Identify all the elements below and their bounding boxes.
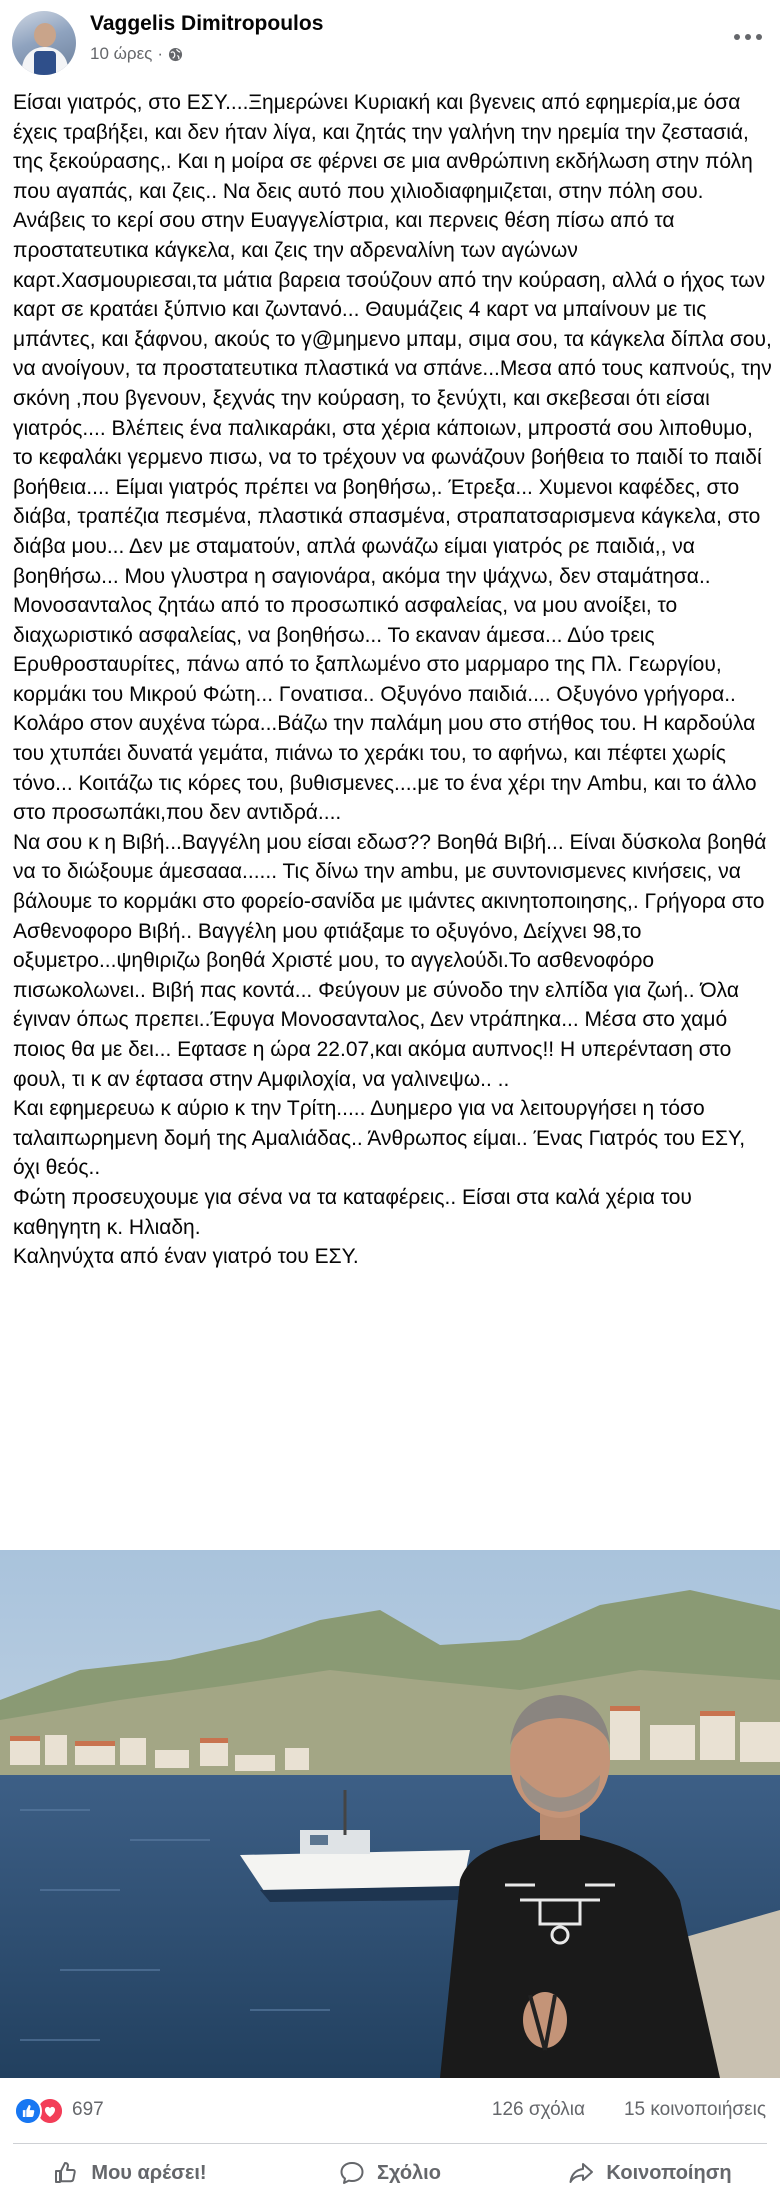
post-meta — [90, 44, 183, 64]
post-paragraph: Είσαι γιατρός, στο ΕΣΥ....Ξημερώνει Κυριακή και βγενεις από εφημερία,με όσα έχεις τραβήξει, και δεν ήταν λίγα, και ζητάς την γαλήνη την ηρεμία την ζεστασιά, της ξεκούρασης,. Και η μοίρα σε φέρνει σε μια ανθρώπινη εκδήλωση στην πόλη που αγαπάς, και ζεις.. Να δεις αυτό που χιλιοδιαφημιζεται, στην πόλη σου. Ανάβεις το κερί σου στην Ευαγγελίστρια, και περνεις θέση πίσω από τα προστατευτικα κάγκελα, και ζεις την αδρεναλίνη των αγώνων καρτ.Χασμουριεσαι,τα μάτια βαρεια τσούζουν από την κούραση, αλλά ο ήχος των καρτ σε κρατάει ξύπνιο και ζωντανό... Θαυμάζεις 4 καρτ να μπαίνουν με τις μπάντες, και ξάφνου, ακούς το γ@μημενο μπαμ, σιμα σου, τα κάγκελα δίπλα σου, να ανοίγουν, τα προστατευτικα πλαστικά να σπάνε...Μεσα από τους καπνούς, την σκόνη ,που βγενουν, ξεχνάς την κούραση, το ξενύχτι, και σκεβεσαι ότι είσαι γιατρός.... Βλέπεις ένα παλικαράκι, στα χέρια κάποιων, μπροστά σου λιποθυμο, το κεφαλάκι γερμενο πισω, να το τρέχουν να φωνάζουν βοήθεια το παιδί το παιδί βοήθεια.... Είμαι γιατρός πρέπει να βοηθήσω,. Έτρεξα... Χυμενοι καφέδες, στο διάβα, τραπέζια πεσμένα, πλαστικά σπασμένα, στραπατσαρισμενα κάγκελα, στο διάβα μου... Δεν με σταματούν, απλά φωνάζω είμαι γιατρός ρε παιδιά,, να βοηθήσω... Μου γλυστρα η σαγιονάρα, ακόμα την ψάχνω, δεν σταμάτησα.. Μονοσανταλος ζητάω από το προσωπικό ασφαλείας, να μου ανοίξει, το διαχωριστικό ασφαλείας, να βοηθήσω... Το εκαναν άμεσα... Δύο τρεις Ερυθροσταυρίτες, πάνω από το ξαπλωμένο στο μαρμαρο της Πλ. Γεωργίου, κορμάκι του Μικρού Φώτη... Γονατισα.. Οξυγόνο παιδιά.... Οξυγόνο γρήγορα.. Κολάρο στον αυχένα τώρα...Βάζω την παλάμη μου στο στήθος του. Η καρδούλα του χτυπάει δυνατά γεμάτα, πιάνω το χεράκι του, το αφήνω, και πέφτει χωρίς τόνο... Κοιτάζω τις κόρες του, βυθισμενες....με το ένα χέρι την Ambu, και το άλλο στο προσωπάκι,που δεν αντιδρά.... — [13, 91, 772, 825]
comment-button[interactable] — [260, 2148, 520, 2198]
meta-separator: · — [157, 44, 164, 63]
post-header — [0, 0, 780, 80]
post-actions — [0, 2148, 780, 2198]
post-paragraph: Να σου κ η Βιβή...Βαγγέλη μου είσαι εδωσ?? Βοηθά Βιβή... Είναι δύσκολα βοηθά να το διώξουμε άμεσααα...... Τις δίνω την ambu, με συντονισμενες κινήσεις, να βάλουμε το κορμάκι στο φορείο-σανίδα με ιμάντες ακινητοποιησης,. Γρήγορα στο Ασθενοφορο Βιβή.. Βαγγέλη μου φτιάξαμε το οξυγόνο, Δείχνει 98,το οξυμετρο...ψηθιριζω βοηθά Χριστέ μου, το αγγελούδι.Το ασθενοφόρο πισωκολωνει.. Βιβή πας κοντά... Φεύγουν με σύνοδο την ελπίδα για ζωή.. Όλα έγιναν όπως πρεπει..Έφυγα Μονοσανταλος, Δεν ντράπηκα... Μέσα στο χαμό ποιος θα με δει... Εφτασε η ώρα 22.07,και ακόμα αυπνος!! Η υπερένταση στο φουλ, τι κ αν έφτασα στην Αμφιλοχία, να γαλινεψω.. .. — [13, 830, 767, 1091]
share-button[interactable] — [520, 2148, 780, 2198]
like-button[interactable] — [0, 2148, 260, 2198]
more-options-icon[interactable] — [730, 22, 766, 52]
comment-bubble-icon — [339, 2160, 365, 2186]
globe-icon[interactable] — [168, 47, 183, 62]
post-paragraph: Φώτη προσευχουμε για σένα να τα καταφέρεις.. Είσαι στα καλά χέρια του καθηγητη κ. Ηλιαδη. — [13, 1185, 692, 1239]
actions-divider — [13, 2143, 767, 2144]
post-photo[interactable] — [0, 1550, 780, 2078]
post-paragraph: Και εφημερευω κ αύριο κ την Τρίτη..... Δυημερο για να λειτουργήσει η τόσο ταλαιπωρημενη δομή της Αμαλιάδας.. Άνθρωπος είμαι.. Ένας Γιατρός του ΕΣΥ, όχι θεός.. — [13, 1097, 746, 1180]
like-button-label: Μου αρέσει! — [91, 2161, 207, 2184]
reaction-count[interactable]: 697 — [72, 2099, 104, 2120]
author-avatar[interactable] — [12, 11, 76, 75]
comment-button-label: Σχόλιο — [377, 2161, 441, 2184]
harbor-photo-illustration — [0, 1550, 780, 2078]
comments-count[interactable]: 126 σχόλια — [491, 2099, 585, 2120]
share-button-label: Κοινοποίηση — [606, 2161, 732, 2184]
post-time[interactable]: 10 ώρες — [90, 44, 153, 63]
post-paragraph: Καληνύχτα από έναν γιατρό του ΕΣΥ. — [13, 1245, 359, 1269]
post-body — [13, 88, 773, 1272]
shares-count[interactable]: 15 κοινοποιήσεις — [623, 2099, 766, 2120]
like-reaction-icon — [14, 2097, 42, 2125]
author-name[interactable]: Vaggelis Dimitropoulos — [90, 12, 324, 35]
share-arrow-icon — [568, 2160, 594, 2186]
reactions-bar — [0, 2080, 780, 2142]
thumbs-up-icon — [53, 2160, 79, 2186]
reaction-icons[interactable] — [14, 2097, 68, 2125]
